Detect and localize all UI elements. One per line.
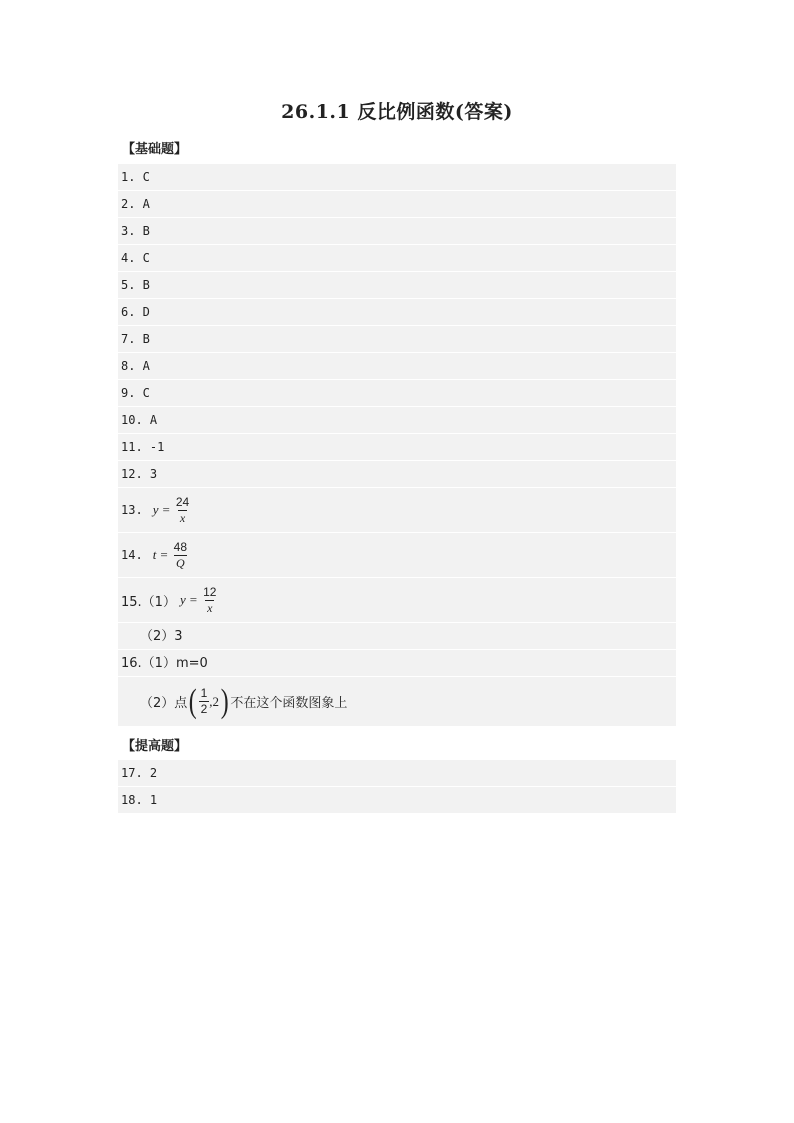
math-variable: y (152, 502, 159, 517)
math-variable: y (179, 592, 186, 607)
answer-block-basic (118, 164, 676, 727)
answer-row: 18. 1 (118, 787, 676, 814)
fraction (174, 495, 191, 526)
section-heading-advanced: 【提高题】 (122, 739, 188, 754)
math-variable: t (152, 547, 157, 562)
answer-row-14 (118, 533, 676, 578)
right-paren: ) (220, 682, 229, 720)
section-heading-basic: 【基础题】 (122, 142, 188, 157)
fraction (199, 686, 210, 717)
answer-row: 12. 3 (118, 461, 676, 488)
fraction-denominator: x (207, 600, 213, 615)
answer-row-15-part2: （2）3 (118, 623, 676, 650)
answer-row-16-part1: 16.（1）m=0 (118, 650, 676, 677)
answer-row: 6. D (118, 299, 676, 326)
fraction-denominator: x (179, 510, 186, 525)
answer-row: 17. 2 (118, 760, 676, 787)
answer-row: 10. A (118, 407, 676, 434)
page-title: 26.1.1 反比例函数(答案) (281, 101, 513, 123)
fraction-numerator: 12 (203, 584, 217, 599)
answer-row-16-part2 (118, 677, 676, 727)
answer-row: 1. C (118, 164, 676, 191)
answer-text: （2）点 (140, 696, 188, 711)
fraction-numerator: 48 (173, 539, 188, 554)
answer-row-13 (118, 488, 676, 533)
answer-block-advanced (118, 760, 676, 814)
left-paren: ( (188, 682, 197, 720)
fraction-numerator: 1 (200, 686, 208, 700)
answer-number: 13. (121, 503, 143, 517)
fraction (172, 540, 189, 571)
equals-sign: = (162, 502, 170, 517)
answer-number: 14. (121, 548, 143, 562)
answer-row: 8. A (118, 353, 676, 380)
answer-row: 9. C (118, 380, 676, 407)
fraction-denominator: 2 (200, 702, 208, 716)
fraction (201, 585, 218, 616)
answer-row-15 (118, 578, 676, 623)
fraction-numerator: 24 (175, 494, 190, 509)
answer-number: 15.（1） (121, 594, 176, 610)
answer-row: 4. C (118, 245, 676, 272)
answer-row: 3. B (118, 218, 676, 245)
answer-text: 不在这个函数图象上 (230, 696, 348, 711)
fraction-denominator: Q (176, 555, 185, 570)
answer-row: 5. B (118, 272, 676, 299)
point-y-coordinate: ,2 (209, 693, 220, 709)
answer-row: 11. -1 (118, 434, 676, 461)
equals-sign: = (189, 592, 198, 607)
answer-row: 7. B (118, 326, 676, 353)
answer-row: 2. A (118, 191, 676, 218)
equals-sign: = (160, 547, 168, 562)
